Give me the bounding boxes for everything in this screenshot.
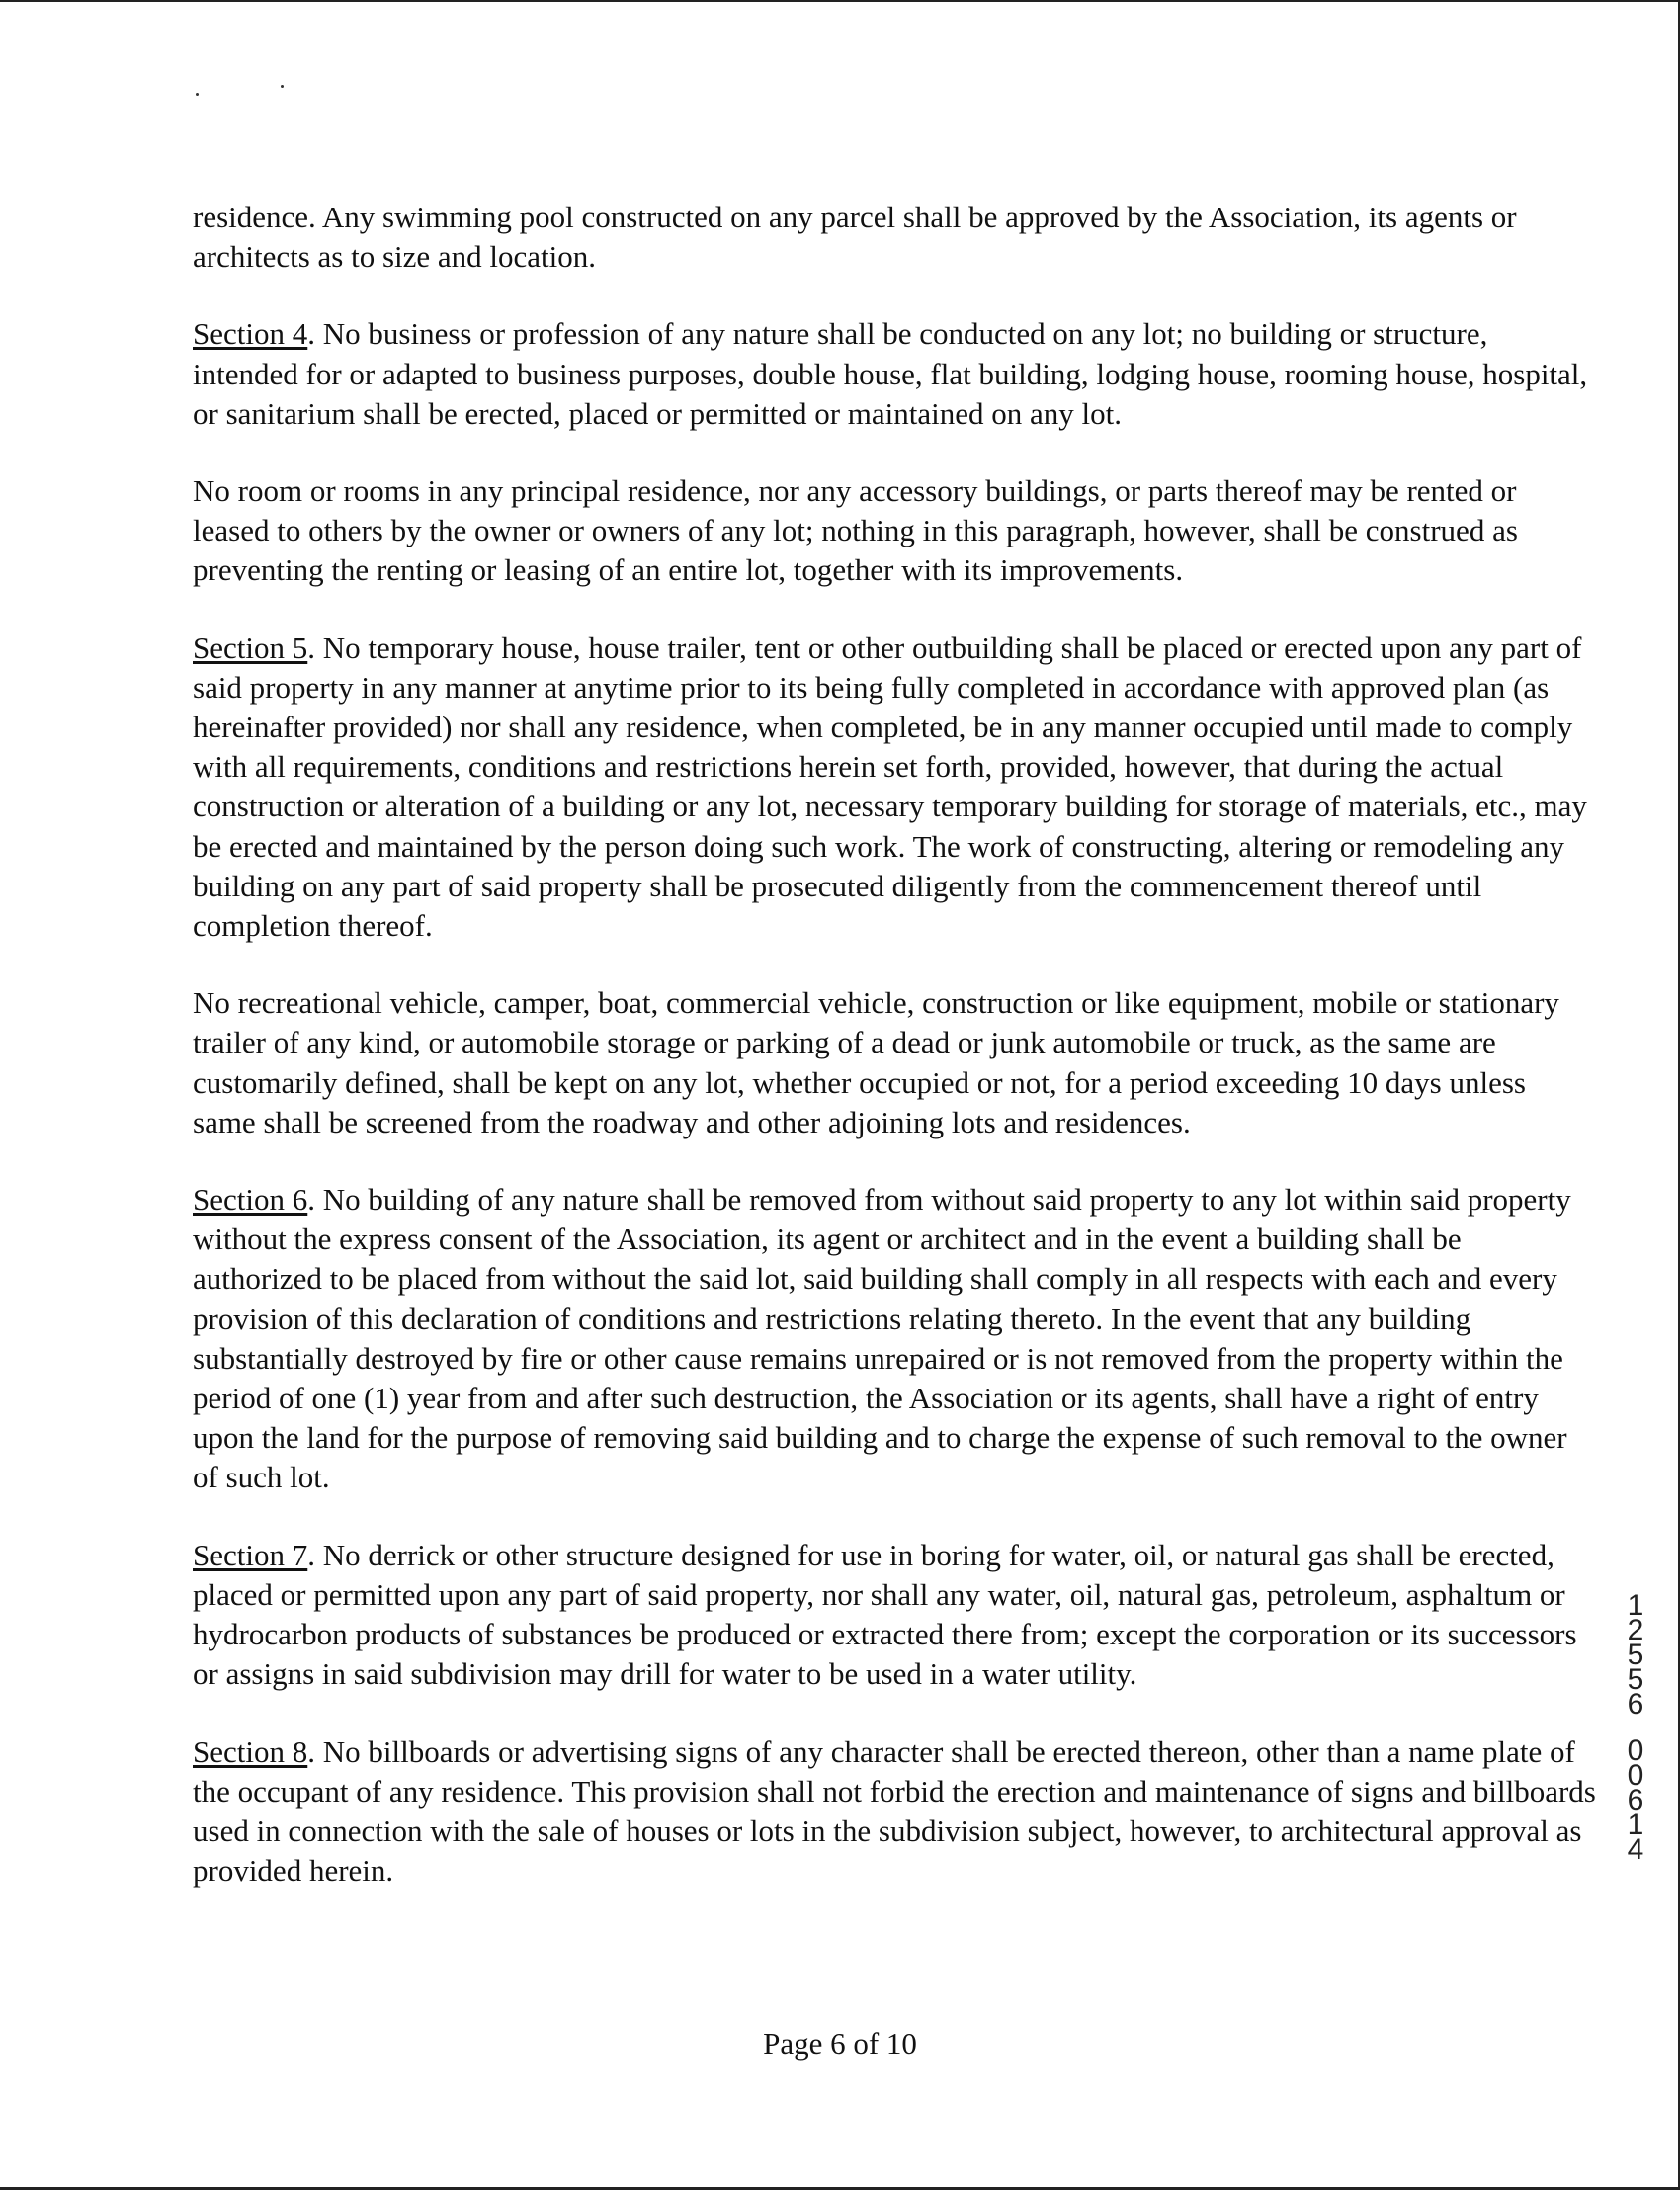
section-label: Section 4 (193, 316, 308, 352)
paragraph-text: . No temporary house, house trailer, tent or other outbuilding shall be placed or erected upon any part of said property in any manner at anytime prior to its being fully completed in accordance with approved plan (as hereinafter provided) nor shall any residence, when completed, be in any manner occupied until made to comply with all requirements, conditions and restrictions herein set forth, provided, however, that during the actual construction or alteration of a building or any lot, necessary temporary building for storage of materials, etc., may be erected and maintained by the person doing such work. The work of constructing, altering or remodeling any building on any part of said property shall be prosecuted diligently from the commencement thereof until completion thereof. (193, 630, 1587, 944)
stamp-digit: 1 (1627, 1809, 1644, 1841)
paragraph-section-4 (193, 314, 1596, 434)
section-label: Section 6 (193, 1182, 308, 1218)
paragraph-text: . No derrick or other structure designed for use in boring for water, oil, or natural gas shall be erected, placed or permitted upon any part of said property, nor shall any water, oil, natural gas, petroleum, asphaltum or hydrocarbon products of substances be produced or extracted there from; except the corporation or its successors or assigns in said subdivision may drill for water to be used in a water utility. (193, 1537, 1577, 1692)
stamp-digit: 0 (1627, 1734, 1644, 1767)
document-body (193, 198, 1596, 1928)
stamp-digit: 5 (1627, 1663, 1644, 1696)
paragraph-text: residence. Any swimming pool constructed on any parcel shall be approved by the Association, its agents or architects as to size and location. (193, 200, 1517, 275)
paragraph-section-4-rentals (193, 471, 1596, 591)
paragraph-section-7 (193, 1536, 1596, 1695)
paragraph-text: . No billboards or advertising signs of any character shall be erected thereon, other than a name plate of the occupant of any residence. This provision shall not forbid the erection and maintenance of signs and billboards used in connection with the sale of houses or lots in the subdivision subject, however, to architectural approval as provided herein. (193, 1733, 1596, 1889)
stamp-digit: 1 (1627, 1589, 1644, 1622)
recording-stamp (1621, 1589, 1650, 1866)
paragraph-section-6 (193, 1180, 1596, 1498)
paragraph-text: No recreational vehicle, camper, boat, commercial vehicle, construction or like equipment, mobile or stationary trailer of any kind, or automobile storage or parking of a dead or junk automobile or truck, as the same are customarily defined, shall be kept on any lot, whether occupied or not, for a period exceeding 10 days unless same shall be screened from the roadway and other adjoining lots and residences. (193, 985, 1559, 1139)
stamp-digit: 2 (1627, 1614, 1644, 1646)
paragraph-section-5 (193, 629, 1596, 947)
stamp-digit: 6 (1627, 1688, 1644, 1721)
section-label: Section 7 (193, 1537, 308, 1572)
scan-speck (196, 93, 199, 96)
paragraph-text: . No building of any nature shall be removed from without said property to any lot within said property without the express consent of the Association, its agent or architect and in the event a building shall be authorized to be placed from without the said lot, said building shall comply in all respects with each and every provision of this declaration of conditions and restrictions relating thereto. In the event that any building substantially destroyed by fire or other cause remains unrepaired or is not removed from the property within the period of one (1) year from and after such destruction, the Association or its agents, shall have a right of entry upon the land for the purpose of removing said building and to charge the expense of such removal to the owner of such lot. (193, 1182, 1571, 1495)
stamp-digit: 0 (1627, 1759, 1644, 1792)
stamp-digit: 5 (1627, 1639, 1644, 1671)
section-label: Section 5 (193, 630, 308, 665)
paragraph-text: . No business or profession of any nature shall be conducted on any lot; no building or structure, intended for or adapted to business purposes, double house, flat building, lodging house, rooming house, hospital, or sanitarium shall be erected, placed or permitted or maintained on any lot. (193, 316, 1588, 431)
scan-speck (281, 85, 284, 88)
section-label: Section 8 (193, 1733, 308, 1769)
paragraph-section-8 (193, 1732, 1596, 1892)
stamp-digit: 6 (1627, 1784, 1644, 1816)
paragraph-continuation (193, 198, 1596, 277)
paragraph-section-5-vehicles (193, 983, 1596, 1142)
paragraph-text: No room or rooms in any principal residence, nor any accessory buildings, or parts thereof may be rented or leased to others by the owner or owners of any lot; nothing in this paragraph, however, shall be construed as preventing the renting or leasing of an entire lot, together with its improvements. (193, 473, 1518, 588)
page-number: Page 6 of 10 (763, 2026, 917, 2061)
stamp-digit: 4 (1627, 1833, 1644, 1866)
